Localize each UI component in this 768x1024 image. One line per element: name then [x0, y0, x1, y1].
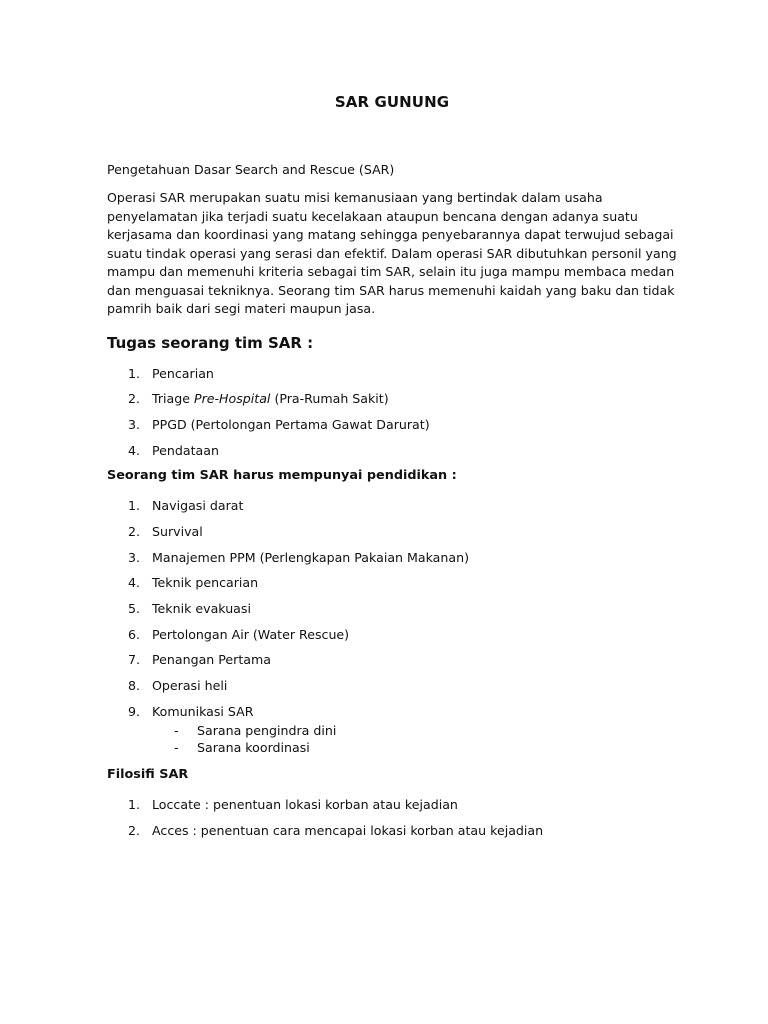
list-text-italic: Pre-Hospital: [193, 391, 271, 407]
list-text: Komunikasi SAR: [152, 703, 254, 719]
list-item: [107, 365, 677, 383]
pendidikan-heading: Seorang tim SAR harus mempunyai pendidikan :: [107, 468, 457, 484]
list-item: [107, 497, 677, 515]
list-text: Operasi heli: [152, 678, 228, 694]
list-number: 2.: [128, 823, 141, 839]
sub-list-text: Sarana koordinasi: [197, 740, 310, 756]
list-item: [107, 703, 677, 721]
list-text: Pencarian: [152, 365, 214, 381]
list-text: Teknik evakuasi: [152, 601, 251, 616]
list-text: Penangan Pertama: [152, 652, 271, 668]
sub-list-dash: -: [174, 740, 179, 756]
list-number: 3.: [128, 549, 141, 565]
sub-list-dash: -: [174, 723, 179, 739]
list-number: 4.: [128, 575, 141, 591]
list-item: [107, 390, 677, 408]
intro-paragraph: Operasi SAR merupakan suatu misi kemanusiaan yang bertindak dalam usaha penyelamatan jika terjadi suatu kecelakaan ataupun bencana dengan adanya suatu kerjasama dan koordinasi yang matang sehingga penyebarannya dapat terwujud sebagai suatu tindak operasi yang serasi dan efektif. Dalam operasi SAR dibutuhkan personil yang mampu dan memenuhi kriteria sebagai tim SAR, selain itu juga mampu membaca medan dan menguasai tekniknya. Seorang tim SAR harus memenuhi kaidah yang baku dan tidak pamrih baik dari segi materi maupun jasa.: [107, 190, 677, 316]
list-text-suffix: (Pra-Rumah Sakit): [270, 391, 389, 407]
list-text-prefix: Triage: [152, 391, 194, 407]
komunikasi-sub-list: [107, 722, 677, 756]
document-subtitle: Pengetahuan Dasar Search and Rescue (SAR): [107, 162, 395, 177]
list-text: PPGD (Pertolongan Pertama Gawat Darurat): [152, 416, 430, 432]
list-item: [107, 677, 677, 695]
list-number: 3.: [128, 416, 141, 432]
list-text: Pendataan: [152, 442, 219, 458]
list-text: Pertolongan Air (Water Rescue): [152, 626, 350, 642]
list-text: Manajemen PPM (Perlengkapan Pakaian Makanan): [152, 549, 469, 565]
list-number: 6.: [128, 626, 141, 642]
list-number: 5.: [128, 601, 141, 616]
sub-list-item: [107, 739, 677, 756]
list-item: [107, 626, 677, 644]
filosofi-heading: Filosifi SAR: [107, 767, 189, 783]
tugas-list: [107, 365, 677, 460]
list-item: [107, 822, 677, 840]
list-text: Teknik pencarian: [152, 575, 259, 591]
list-number: 7.: [128, 652, 141, 668]
sub-list-text: Sarana pengindra dini: [197, 723, 337, 739]
list-item: [107, 796, 677, 814]
list-number: 1.: [128, 797, 141, 813]
list-number: 1.: [128, 365, 141, 381]
tugas-heading: Tugas seorang tim SAR :: [107, 333, 314, 352]
document-body: [107, 93, 677, 848]
list-number: 9.: [128, 703, 141, 719]
list-number: 2.: [128, 391, 141, 407]
list-item: [107, 574, 677, 592]
list-number: 8.: [128, 678, 141, 694]
list-text: Navigasi darat: [152, 498, 244, 514]
list-item: [107, 416, 677, 434]
list-text: Loccate : penentuan lokasi korban atau kejadian: [152, 797, 458, 813]
list-item: [107, 651, 677, 669]
list-item: [107, 442, 677, 460]
list-number: 4.: [128, 442, 141, 458]
list-text: Survival: [152, 523, 203, 539]
list-number: 1.: [128, 498, 141, 514]
list-number: 2.: [128, 523, 141, 539]
list-text: Acces : penentuan cara mencapai lokasi korban atau kejadian: [152, 823, 544, 839]
list-item: [107, 600, 677, 618]
sub-list-item: [107, 722, 677, 739]
pendidikan-list: [107, 497, 677, 721]
list-item: [107, 523, 677, 541]
filosofi-list: [107, 796, 677, 840]
list-item: [107, 549, 677, 567]
document-title: SAR GUNUNG: [334, 93, 450, 111]
